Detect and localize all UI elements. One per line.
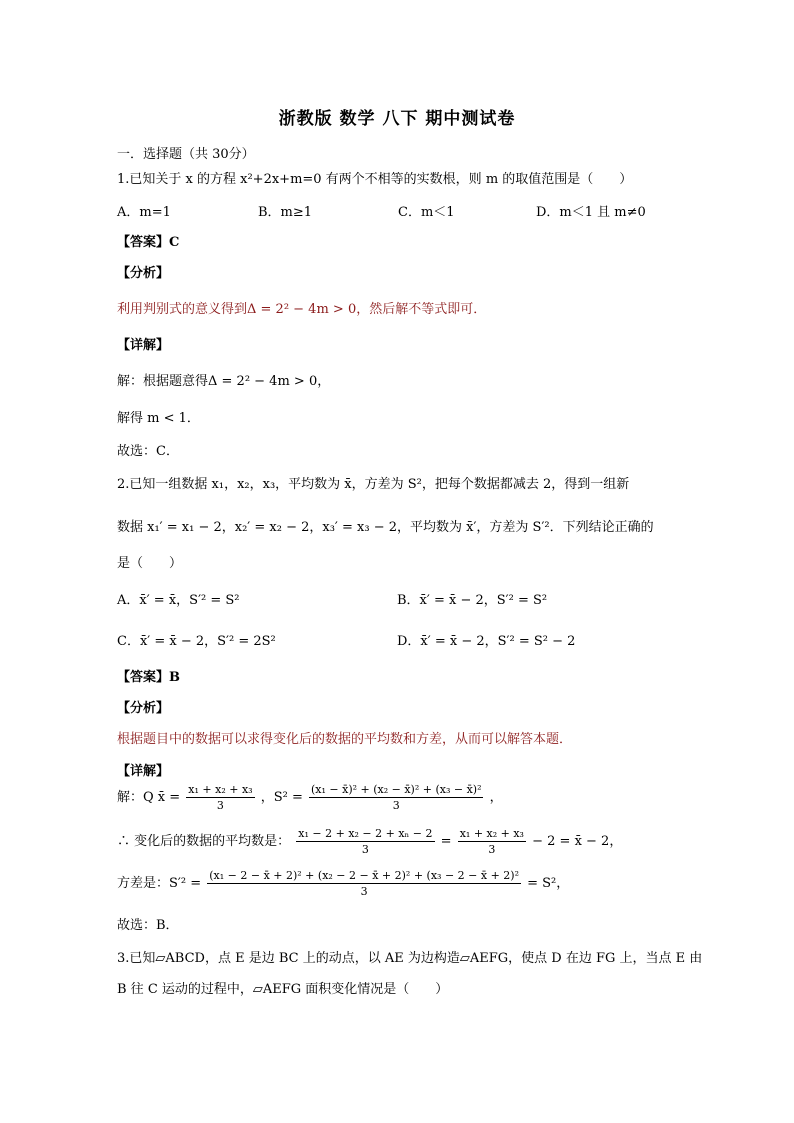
- q1-answer-value: C: [169, 235, 180, 250]
- q2-answer: [117, 666, 180, 685]
- q2-stem-line3: 是（ ）: [117, 556, 183, 571]
- sum-fraction-denominator: 3: [488, 843, 496, 856]
- q2-answer-value: B: [169, 670, 181, 685]
- mean-fraction-numerator: x₁ + x₂ + x₃: [188, 783, 253, 796]
- q3-stem-line1: 3.已知▱ABCD，点 E 是边 BC 上的动点，以 AE 为边构造▱AEFG，使点 D 在边 FG 上，当点 E 由: [117, 951, 703, 966]
- q2-stem-line1: 2.已知一组数据 x₁，x₂，x₃，平均数为 x̄，方差为 S²，把每个数据都减去 2，得到一组新: [117, 477, 630, 492]
- q1-detail-line2: 解得 m < 1．: [117, 411, 200, 426]
- new-variance-fraction: [207, 869, 521, 898]
- q2-detail-line1: [117, 783, 503, 812]
- q1-detail-line1: 解：根据题意得Δ = 2² − 4m > 0，: [117, 374, 331, 389]
- d1-lead: 解：Q x̄ =: [117, 790, 181, 805]
- q2-option-b: B．x̄′ = x̄ − 2，S′² = S²: [397, 593, 548, 608]
- q2-analysis-tag: 【分析】: [117, 701, 170, 716]
- d2-eq: =: [440, 834, 452, 849]
- d2-end: − 2 = x̄ − 2，: [532, 834, 623, 849]
- variance-fraction-denominator: 3: [392, 799, 400, 812]
- q1-option-c: C．m＜1: [398, 205, 455, 220]
- q2-choose: 故选：B．: [117, 918, 179, 933]
- d1-end: ，: [489, 790, 503, 805]
- q1-option-b: B．m≥1: [258, 205, 313, 220]
- q1-analysis: 利用判别式的意义得到Δ = 2² − 4m > 0，然后解不等式即可．: [117, 302, 487, 317]
- q1-analysis-tag: 【分析】: [117, 266, 170, 281]
- q2-detail-line2: [117, 827, 622, 856]
- d1-mid: ，S² =: [260, 790, 303, 805]
- answer-tag: 【答案】: [117, 235, 170, 250]
- q1-stem: 1.已知关于 x 的方程 x²+2x+m=0 有两个不相等的实数根，则 m 的取值范围是（ ）: [117, 172, 633, 187]
- mean-fraction: [186, 783, 254, 812]
- q1-option-d: D．m＜1 且 m≠0: [536, 205, 646, 220]
- q2-detail-line3: [117, 869, 569, 898]
- page-title: 浙教版 数学 八下 期中测试卷: [278, 109, 516, 129]
- variance-fraction: [309, 783, 483, 812]
- q1-choose: 故选：C．: [117, 444, 179, 459]
- q2-option-a: A．x̄′ = x̄，S′² = S²: [117, 593, 240, 608]
- answer-tag: 【答案】: [117, 670, 170, 685]
- new-mean-fraction-denominator: 3: [361, 843, 369, 856]
- d3-lead: 方差是：S′² =: [117, 876, 202, 891]
- section-heading: 一．选择题（共 30分）: [117, 147, 255, 162]
- new-variance-fraction-denominator: 3: [360, 885, 368, 898]
- q1-detail-tag: 【详解】: [117, 338, 170, 353]
- q1-answer: [117, 231, 179, 250]
- new-mean-fraction: [296, 827, 434, 856]
- sum-fraction-numerator: x₁ + x₂ + x₃: [459, 827, 524, 840]
- variance-fraction-numerator: (x₁ − x̄)² + (x₂ − x̄)² + (x₃ − x̄)²: [311, 783, 482, 796]
- new-variance-fraction-numerator: (x₁ − 2 − x̄ + 2)² + (x₂ − 2 − x̄ + 2)² + (x₃ − 2 − x̄ + 2)²: [209, 869, 519, 882]
- q2-stem-line2: 数据 x₁′ = x₁ − 2，x₂′ = x₂ − 2，x₃′ = x₃ − 2，平均数为 x̄′，方差为 S′²．下列结论正确的: [117, 520, 654, 535]
- q2-detail-tag: 【详解】: [117, 764, 170, 779]
- mean-fraction-denominator: 3: [216, 799, 224, 812]
- q2-analysis: 根据题目中的数据可以求得变化后的数据的平均数和方差，从而可以解答本题．: [117, 732, 573, 747]
- new-mean-fraction-numerator: x₁ − 2 + x₂ − 2 + xₙ − 2: [298, 827, 433, 840]
- q2-option-c: C．x̄′ = x̄ − 2，S′² = 2S²: [117, 634, 276, 649]
- q1-option-a: A．m=1: [117, 205, 171, 220]
- q3-stem-line2: B 往 C 运动的过程中，▱AEFG 面积变化情况是（ ）: [117, 982, 449, 997]
- d3-end: = S²，: [527, 876, 570, 891]
- d2-lead: ∴ 变化后的数据的平均数是：: [117, 834, 291, 849]
- q2-option-d: D．x̄′ = x̄ − 2，S′² = S² − 2: [397, 634, 576, 649]
- sum-fraction: [458, 827, 526, 856]
